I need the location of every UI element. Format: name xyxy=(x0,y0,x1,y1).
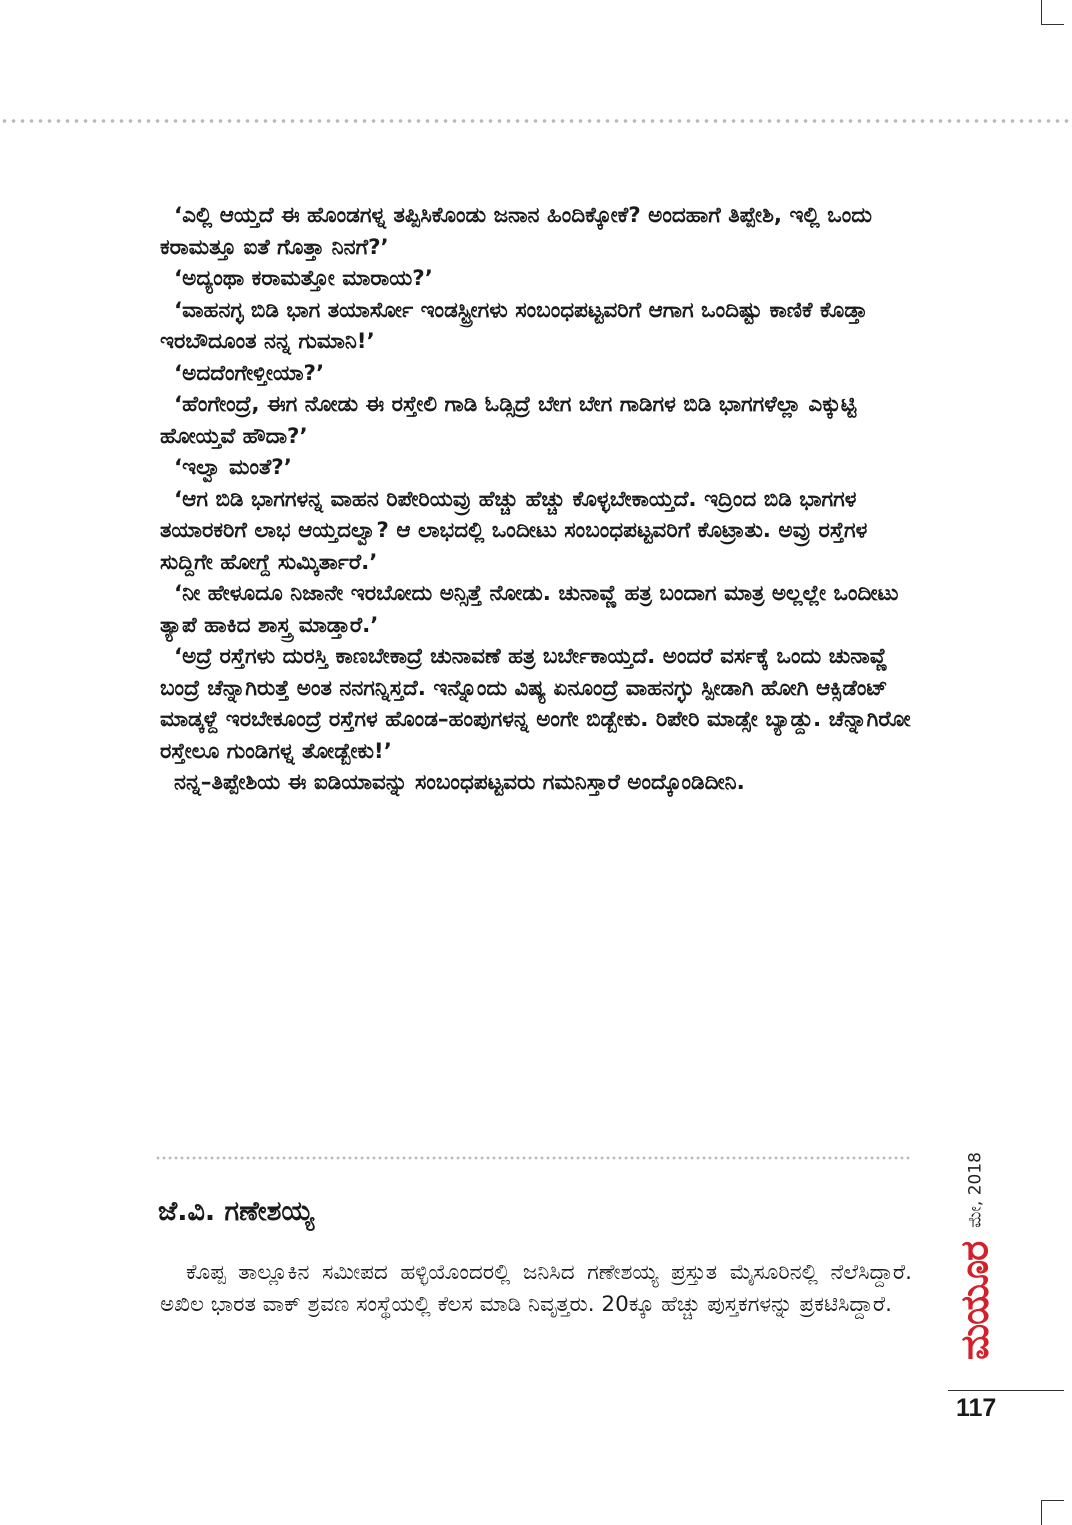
story-paragraph: ‘ಅದದೆಂಗೇಳ್ತೀಯಾ?’ xyxy=(174,360,325,386)
author-bio: ಕೊಪ್ಪ ತಾಲ್ಲೂಕಿನ ಸಮೀಪದ ಹಳ್ಳಿಯೊಂದರಲ್ಲಿ ಜನಿಸಿದ ಗಣೇಶಯ್ಯ ಪ್ರಸ್ತುತ ಮೈಸೂರಿನಲ್ಲಿ ನೆಲೆಸಿದ್ದಾರೆ. ಅಖಿಲ ಭಾರತ ವಾಕ್ ಶ್ರವಣ ಸಂಸ್ಥೆಯಲ್ಲಿ ಕೆಲಸ ಮಾಡಿ ನಿವೃತ್ತರು. 20ಕ್ಕೂ ಹೆಚ್ಚು ಪುಸ್ತಕಗಳನ್ನು ಪ್ರಕಟಿಸಿದ್ದಾರೆ. xyxy=(160,1260,912,1317)
page-number-rule xyxy=(948,1390,1064,1391)
author-name: ಜೆ.ವಿ. ಗಣೇಶಯ್ಯ xyxy=(158,1196,315,1227)
crop-mark-top xyxy=(1041,0,1064,25)
crop-mark-bottom xyxy=(1041,1500,1064,1525)
story-paragraph: ನನ್ನ–ತಿಪ್ಪೇಶಿಯ ಈ ಐಡಿಯಾವನ್ನು ಸಂಬಂಧಪಟ್ಟವರು ಗಮನಿಸ್ತಾರೆ ಅಂದ್ಕೊಂಡಿದೀನಿ. xyxy=(174,770,745,795)
magazine-sidebar xyxy=(952,1138,998,1374)
page-number: 117 xyxy=(956,1394,997,1422)
story-paragraph: ‘ಅದ್ರೆ ರಸ್ತೆಗಳು ದುರಸ್ತಿ ಕಾಣಬೇಕಾದ್ರೆ ಚುನಾವಣೆ ಹತ್ರ ಬರ್ಬೇಕಾಯ್ತದೆ. ಅಂದರೆ ವರ್ಸಕ್ಕೆ ಒಂದು ಚುನಾವ್ಣೆ ಬಂದ್ರೆ ಚೆನ್ನಾಗಿರುತ್ತೆ ಅಂತ ನನಗನ್ನಿಸ್ತದೆ. ಇನ್ನೊಂದು ವಿಷ್ಯ ಏನೂಂದ್ರೆ ವಾಹನಗ್ಳು ಸ್ಪೀಡಾಗಿ ಹೋಗಿ ಆಕ್ಸಿಡೆಂಟ್ ಮಾಡ್ಕಳ್ದೆ ಇರಬೇಕೂಂದ್ರೆ ರಸ್ತೆಗಳ ಹೊಂಡ–ಹಂಪುಗಳನ್ನ ಅಂಗೇ ಬಿಡ್ಬೇಕು. ರಿಪೇರಿ ಮಾಡ್ಸೇ ಬ್ಯಾಡ್ದು. ಚೆನ್ನಾಗಿರೋ ರಸ್ತೇಲೂ ಗುಂಡಿಗಳ್ನ ತೋಡ್ಬೇಕು!’ xyxy=(160,644,911,764)
magazine-logo: ಮಯೂರ xyxy=(952,1241,997,1361)
story-paragraph: ‘ನೀ ಹೇಳೂದೂ ನಿಜಾನೇ ಇರಬೋದು ಅನ್ಸಿತ್ತೆ ನೋಡು. ಚುನಾವ್ಣೆ ಹತ್ರ ಬಂದಾಗ ಮಾತ್ರ ಅಲ್ಲಲ್ಲೇ ಒಂದೀಟು ತ್ಯಾಪೆ ಹಾಕಿದ ಶಾಸ್ತ್ರ ಮಾಡ್ತಾರೆ.’ xyxy=(160,581,899,638)
story-paragraph: ‘ಇಲ್ವಾ ಮಂತೆ?’ xyxy=(174,455,292,480)
issue-date: ಮೇ, 2018 xyxy=(965,1151,985,1228)
dotted-divider-bottom xyxy=(155,1156,910,1160)
story-paragraph: ‘ಹೆಂಗೇಂದ್ರೆ, ಈಗ ನೋಡು ಈ ರಸ್ತೇಲಿ ಗಾಡಿ ಓಡ್ಸಿದ್ರೆ ಬೇಗ ಬೇಗ ಗಾಡಿಗಳ ಬಿಡಿ ಭಾಗಗಳೆಲ್ಲಾ ಎಕ್ಕುಟ್ಟಿ ಹೋಯ್ತವೆ ಹೌದಾ?’ xyxy=(160,392,857,449)
story-paragraph: ‘ಅದ್ಯಂಥಾ ಕರಾಮತ್ತೋ ಮಾರಾಯ?’ xyxy=(174,266,433,291)
story-text xyxy=(160,200,912,799)
dotted-divider-top xyxy=(0,118,1072,124)
story-paragraph: ‘ವಾಹನಗ್ಳ ಬಿಡಿ ಭಾಗ ತಯಾರ್ಸೋ ಇಂಡಸ್ಟ್ರೀಗಳು ಸಂಬಂಧಪಟ್ಟವರಿಗೆ ಆಗಾಗ ಒಂದಿಷ್ಟು ಕಾಣಿಕೆ ಕೊಡ್ತಾ ಇರಬೌದೂಂತ ನನ್ನ ಗುಮಾನಿ!’ xyxy=(160,297,868,354)
story-paragraph: ‘ಎಲ್ಲಿ ಆಯ್ತದೆ ಈ ಹೊಂಡಗಳ್ನ ತಪ್ಪಿಸಿಕೊಂಡು ಜನಾನ ಹಿಂದಿಕ್ಕೋಕೆ? ಅಂದಹಾಗೆ ತಿಪ್ಪೇಶಿ, ಇಲ್ಲಿ ಒಂದು ಕರಾಮತ್ತೂ ಐತೆ ಗೊತ್ತಾ ನಿನಗೆ?’ xyxy=(160,203,872,260)
story-paragraph: ‘ಆಗ ಬಿಡಿ ಭಾಗಗಳನ್ನ ವಾಹನ ರಿಪೇರಿಯವ್ರು ಹೆಚ್ಚು ಹೆಚ್ಚು ಕೊಳ್ಳಬೇಕಾಯ್ತದೆ. ಇದ್ರಿಂದ ಬಿಡಿ ಭಾಗಗಳ ತಯಾರಕರಿಗೆ ಲಾಭ ಆಯ್ತದಲ್ವಾ? ಆ ಲಾಭದಲ್ಲಿ ಒಂದೀಟು ಸಂಬಂಧಪಟ್ಟವರಿಗೆ ಕೊಟ್ರಾತು. ಅವ್ರು ರಸ್ತೆಗಳ ಸುದ್ದಿಗೇ ಹೋಗ್ದೆ ಸುಮ್ಕಿರ್ತಾರೆ.’ xyxy=(160,486,868,575)
